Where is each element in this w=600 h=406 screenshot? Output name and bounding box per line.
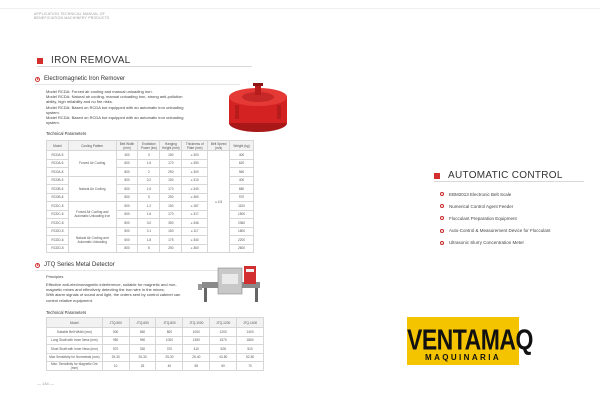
table-cell: 800: [116, 244, 138, 253]
table-cell: 1000: [183, 328, 210, 337]
header-cell: Thickness of Plate (mm): [182, 141, 208, 151]
circle-bullet-icon: [440, 216, 444, 220]
list-item: [440, 212, 551, 224]
table-cell: 528: [210, 345, 237, 354]
table-cell: 510: [237, 345, 264, 354]
header-cell: Cooling Pattern: [68, 141, 116, 151]
belt-speed-cell: ≤ 4.5: [208, 151, 230, 253]
table-cell: 1.6: [138, 185, 160, 194]
table-cell: RCDD-8: [47, 244, 69, 253]
header-cell: Model: [47, 318, 103, 328]
header-cell: JTQ-500: [102, 318, 129, 328]
header-cell: JTQ-1000: [183, 318, 210, 328]
header-cell: JTQ-650: [129, 318, 156, 328]
table-cell: 600: [116, 236, 138, 245]
table-cell: 43-50: [210, 353, 237, 362]
desc-line: magnetic mines and effectively detecting the iron wire in the mines;: [46, 287, 165, 293]
metal-detector-image: [196, 260, 266, 306]
play-circle-icon: [35, 263, 40, 268]
header-cell: Weight (kg): [230, 141, 254, 151]
table-cell: 950: [129, 336, 156, 345]
table-row: [47, 345, 264, 354]
list-item: [440, 237, 551, 249]
iron-remover-spec-table: [46, 140, 254, 253]
table-cell: 2200: [230, 236, 254, 245]
table-cell: 250: [160, 193, 182, 202]
table-cell: 170: [160, 210, 182, 219]
desc-line: system.: [46, 109, 60, 115]
desc-line: Model RCDA: Natural air cooling, manual unloading iron, strong anti-pollution: [46, 94, 183, 100]
table-cell: 960: [230, 168, 254, 177]
table-cell: 1100: [230, 202, 254, 211]
table-cell: ≤ 317: [182, 210, 208, 219]
play-circle-icon: [35, 77, 40, 82]
iron-removal-title: IRON REMOVAL: [51, 55, 131, 66]
table-cell: 500: [102, 328, 129, 337]
table-cell: RCDC-5: [47, 202, 69, 211]
table-cell: 400: [230, 176, 254, 185]
table-cell: 1500: [230, 210, 254, 219]
principles-label: Principles: [46, 274, 64, 279]
table-header-row: [47, 141, 254, 151]
table-cell: Short Shaft with Inner Ness (mm): [47, 345, 103, 354]
table-cell: ≤ 310: [182, 176, 208, 185]
table-cell: 2360: [230, 219, 254, 228]
table-cell: 410: [183, 345, 210, 354]
header-rule: [0, 8, 600, 9]
circle-bullet-icon: [440, 241, 444, 245]
header-cell: Belt Width (mm): [116, 141, 138, 151]
circle-bullet-icon: [440, 229, 444, 233]
header-line-2: BENEFICIATION MACHINERY PRODUCTS: [34, 16, 110, 20]
table-cell: 2: [138, 168, 160, 177]
table-cell: Long Shaft with Inner Ness (mm): [47, 336, 103, 345]
header-cell: Belt Speed (m/s): [208, 141, 230, 151]
table-cell: 52-50: [237, 353, 264, 362]
table-row: [47, 336, 264, 345]
table-cell: RCDB-6: [47, 185, 69, 194]
table-row: [47, 328, 264, 337]
desc-line: With alarm signals of sound and light, the orders sent by control cabinet can: [46, 292, 181, 298]
desc-line: control relative equipment.: [46, 297, 93, 303]
table-cell: 600: [116, 210, 138, 219]
table-cell: 680: [230, 185, 254, 194]
table-cell: 1800: [230, 227, 254, 236]
electromagnetic-iron-remover-image: [227, 83, 289, 135]
red-square-icon: [37, 58, 43, 64]
table-cell: 1.2: [138, 202, 160, 211]
logo-name: VENTAMAQ: [407, 323, 533, 356]
table-cell: RCDA-8: [47, 168, 69, 177]
table-cell: 150: [160, 151, 182, 160]
table-cell: 1400: [237, 328, 264, 337]
page-number: — 144 —: [37, 381, 54, 386]
table-cell: 3.0: [138, 219, 160, 228]
table-cell: ≤ 360: [182, 244, 208, 253]
table-cell: RCDC-6: [47, 210, 69, 219]
electromagnetic-subtitle-text: Electromagnetic Iron Remover: [44, 76, 126, 82]
desc-line: system.: [46, 120, 60, 126]
table-cell: 150: [160, 202, 182, 211]
header-cell: JTQ-1400: [237, 318, 264, 328]
table-cell: 350: [160, 219, 182, 228]
cooling-group-cell: Natural Air Cooling and Automatic Unloading: [68, 227, 116, 253]
cooling-group-cell: Forced Air Cooling: [68, 151, 116, 177]
table-cell: 175: [160, 236, 182, 245]
table-cell: ≤ 300: [182, 151, 208, 160]
cooling-group-cell: Natural Air Cooling: [68, 176, 116, 202]
table-cell: ≤ 360: [182, 193, 208, 202]
table-row: [47, 362, 264, 371]
table-cell: 1570: [210, 336, 237, 345]
table-cell: 800: [156, 328, 183, 337]
desc-line: Effective anti-electromagnetic interference, suitable for magnetic and non-: [46, 282, 177, 287]
table-cell: ≤ 350: [182, 159, 208, 168]
cooling-group-cell: Forced Air Cooling and Automatic Unloading Iron: [68, 202, 116, 228]
circle-bullet-icon: [440, 204, 444, 208]
ventamaq-logo: [407, 317, 533, 365]
logo-subtitle: MAQUINARIA: [425, 353, 501, 362]
table-cell: 2600: [230, 244, 254, 253]
table-row: [47, 353, 264, 362]
table-cell: 500: [116, 227, 138, 236]
table-cell: RCDC-8: [47, 219, 69, 228]
list-item-label: Flocculant Preparation Equipment: [449, 215, 517, 221]
table-cell: RCDA-6: [47, 159, 69, 168]
table-cell: 500: [116, 176, 138, 185]
table-cell: Suitable Belt Width (mm): [47, 328, 103, 337]
automatic-control-section-title: [434, 170, 563, 181]
list-item-label: Auto-Control & Measurement Device for Flocculant: [449, 228, 551, 234]
table-row: [47, 151, 254, 160]
table-cell: 800: [116, 193, 138, 202]
table-cell: 600: [116, 159, 138, 168]
title-underline: [37, 66, 252, 67]
table-cell: 1200: [210, 328, 237, 337]
table-cell: 170: [160, 185, 182, 194]
header-cell: JTQ-800: [156, 318, 183, 328]
table-cell: 5: [138, 193, 160, 202]
table-cell: 0.2: [138, 176, 160, 185]
metal-detector-subtitle-text: JTQ Series Metal Detector: [44, 262, 115, 268]
table-header-row: [47, 318, 264, 328]
table-cell: Max Sensitivity for Nonmetals (mm): [47, 353, 103, 362]
table-cell: Max. Sensitivity for Magnetic Ore (mm): [47, 362, 103, 371]
table-cell: 1000: [156, 336, 183, 345]
table-cell: 330: [129, 345, 156, 354]
table-cell: 800: [116, 219, 138, 228]
table-cell: 650: [129, 328, 156, 337]
metal-detector-subtitle: [35, 262, 115, 268]
table-cell: 400: [230, 151, 254, 160]
header-cell: Model: [47, 141, 69, 151]
table-cell: 800: [116, 168, 138, 177]
table-cell: RCDB-8: [47, 193, 69, 202]
header-line-1: APPLICATION TECHNICAL MANUAL OF: [34, 12, 105, 16]
table-cell: 150: [160, 227, 182, 236]
list-item: [440, 200, 551, 212]
table-cell: ≤ 187: [182, 202, 208, 211]
table-cell: ≤ 346: [182, 219, 208, 228]
iron-removal-description: [46, 89, 183, 125]
table-cell: 1.6: [138, 159, 160, 168]
table-cell: 25-30: [102, 353, 129, 362]
table-cell: 1860: [237, 336, 264, 345]
list-item: [440, 188, 551, 200]
table-cell: 40: [156, 362, 183, 371]
table-cell: RCDA-5: [47, 151, 69, 160]
table-cell: 250: [160, 168, 182, 177]
desc-line: Model RCDA: Based on RCDA but equipped with an automatic iron unloading: [46, 104, 184, 110]
tech-params-label: Technical Parameters: [46, 310, 87, 315]
table-cell: 570: [102, 345, 129, 354]
table-cell: 10: [102, 362, 129, 371]
table-cell: 400: [116, 151, 138, 160]
table-cell: 1350: [183, 336, 210, 345]
electromagnetic-subtitle: [35, 76, 125, 82]
table-cell: ≤ 340: [182, 236, 208, 245]
table-cell: 620: [230, 159, 254, 168]
desc-line: ability, high reliability and no fire risks.: [46, 99, 113, 105]
table-cell: ≤ 300: [182, 168, 208, 177]
title-underline: [434, 181, 584, 182]
table-cell: 950: [102, 336, 129, 345]
table-cell: 25-30: [156, 353, 183, 362]
tech-params-label: Technical Parameters: [46, 131, 87, 136]
automatic-control-title: AUTOMATIC CONTROL: [448, 170, 563, 181]
table-cell: 600: [116, 185, 138, 194]
table-cell: 250: [160, 244, 182, 253]
table-cell: 70: [237, 362, 264, 371]
table-cell: 55: [183, 362, 210, 371]
table-cell: ≤ 340: [182, 185, 208, 194]
list-item-label: Numerical Control Agent Feeder: [449, 203, 514, 209]
table-cell: RCDD-5: [47, 227, 69, 236]
list-item-label: Ultrasonic Slurry Concentration Meter: [449, 240, 525, 246]
table-cell: 3: [138, 151, 160, 160]
automatic-control-list: [440, 188, 551, 249]
table-cell: 25-30: [129, 353, 156, 362]
circle-bullet-icon: [440, 192, 444, 196]
iron-removal-section-title: [37, 55, 131, 66]
table-cell: 150: [160, 176, 182, 185]
table-cell: 170: [160, 159, 182, 168]
table-cell: 1.8: [138, 236, 160, 245]
table-cell: 370: [156, 345, 183, 354]
table-cell: 60: [210, 362, 237, 371]
subtitle-rule: [35, 84, 240, 85]
desc-line: Model RCDA: Forced air cooling and manual unloading iron.: [46, 89, 153, 94]
table-cell: 1.6: [138, 210, 160, 219]
list-item: [440, 225, 551, 237]
table-cell: 25: [129, 362, 156, 371]
header-cell: Excitation Power (kw): [138, 141, 160, 151]
document-header: [34, 12, 109, 20]
table-cell: ≤ 117: [182, 227, 208, 236]
table-cell: 500: [116, 202, 138, 211]
table-cell: 25-40: [183, 353, 210, 362]
table-cell: 0.1: [138, 227, 160, 236]
red-square-icon: [434, 173, 440, 179]
desc-line: Model RCDA: Based on RCDA but equipped with an automatic iron unloading: [46, 115, 184, 121]
table-cell: 5: [138, 244, 160, 253]
header-cell: Hanging Height (mm): [160, 141, 182, 151]
table-cell: 970: [230, 193, 254, 202]
table-cell: RCDD-6: [47, 236, 69, 245]
metal-detector-description: [46, 282, 180, 303]
table-cell: RCDB-5: [47, 176, 69, 185]
header-cell: JTQ-1200: [210, 318, 237, 328]
list-item-label: EBM2013 Electronic Belt Scale: [449, 191, 512, 197]
metal-detector-spec-table: [46, 317, 264, 371]
